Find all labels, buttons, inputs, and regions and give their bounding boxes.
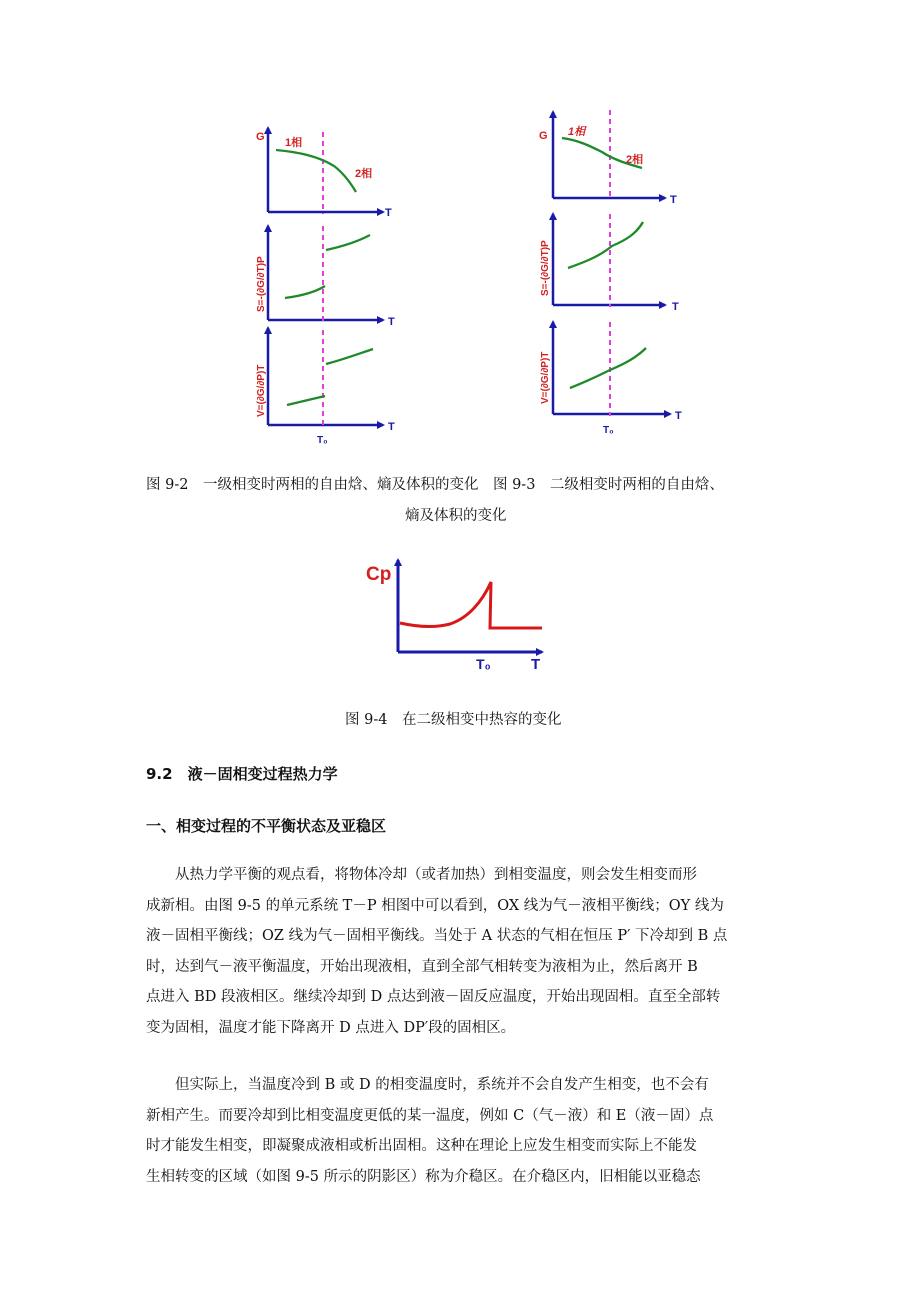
text-line: 点进入 BD 段液相区。继续冷却到 D 点达到液－固反应温度，开始出现固相。直至全部转 — [146, 989, 721, 1005]
s-curve-phase-2 — [326, 235, 370, 250]
section-subtitle: 一、相变过程的不平衡状态及亚稳区 — [146, 817, 387, 835]
paragraph-2 — [146, 1070, 786, 1192]
v-curve-phase-2 — [326, 349, 373, 364]
label-phase-2: 2相 — [626, 154, 644, 166]
ylabel-g: G — [539, 130, 548, 142]
label-phase-1: 1相 — [568, 126, 586, 138]
caption-fig-9-4: 图 9-4 在二级相变中热容的变化 — [345, 712, 562, 728]
ylabel-v: V=(∂G/∂P)T — [256, 364, 267, 417]
figure-9-2 — [256, 128, 395, 446]
text-line: 液－固相平衡线；OZ 线为气－固相平衡线。当处于 A 状态的气相在恒压 P′ 下冷却到 B 点 — [146, 928, 728, 944]
g-curve — [276, 150, 356, 192]
caption-fig-9-2-9-3-line1: 图 9-2 一级相变时两相的自由焓、熵及体积的变化 图 9-3 二级相变时两相的自由焓、 — [146, 477, 724, 493]
text-line: 成新相。由图 9-5 的单元系统 T－P 相图中可以看到，OX 线为气－液相平衡线；OY 线为 — [146, 897, 724, 914]
xlabel-t: T — [385, 207, 392, 219]
text-line: 从热力学平衡的观点看，将物体冷却（或者加热）到相变温度，则会发生相变而形 — [146, 867, 697, 883]
paragraph-1 — [146, 860, 786, 1043]
fig-9-3-panel-s — [540, 214, 679, 313]
text-line: 变为固相，温度才能下降离开 D 点进入 DP′段的固相区。 — [146, 1019, 516, 1036]
fig-9-2-panel-v — [256, 328, 395, 446]
figure-9-3 — [539, 110, 682, 436]
xlabel-t: T — [531, 656, 541, 673]
fig-9-2-panel-g — [256, 128, 392, 219]
ylabel-s: S=-(∂G/∂T)P — [540, 240, 551, 296]
xlabel-t: T — [675, 410, 682, 422]
label-phase-1: 1相 — [285, 137, 303, 149]
ylabel-g: G — [256, 131, 265, 143]
fig-9-3-panel-g — [539, 110, 677, 206]
figure-9-4 — [366, 560, 542, 673]
xlabel-t: T — [388, 316, 395, 328]
tick-t0: T₀ — [603, 425, 614, 436]
v-curve-phase-1 — [287, 396, 325, 405]
ylabel-v: V=(∂G/∂P)T — [540, 351, 551, 404]
fig-9-3-panel-v — [540, 322, 682, 436]
ylabel-cp: Cp — [366, 564, 392, 585]
s-curve-phase-1 — [285, 286, 325, 298]
ylabel-s: S=-(∂G/∂T)P — [256, 256, 267, 312]
text-line: 生相转变的区域（如图 9-5 所示的阴影区）称为介稳区。在介稳区内，旧相能以亚稳态 — [146, 1168, 701, 1185]
caption-fig-9-2-9-3-line2: 熵及体积的变化 — [405, 508, 507, 524]
s-curve — [568, 222, 643, 268]
text-line: 新相产生。而要冷却到比相变温度更低的某一温度，例如 C（气－液）和 E（液－固）点 — [146, 1107, 714, 1124]
xlabel-t: T — [388, 421, 395, 433]
text-line: 时，达到气－液平衡温度，开始出现液相，直到全部气相转变为液相为止，然后离开 B — [146, 958, 698, 975]
text-line: 时才能发生相变，即凝聚成液相或析出固相。这种在理论上应发生相变而实际上不能发 — [146, 1138, 697, 1154]
tick-t0: T₀ — [317, 435, 328, 446]
tick-t0: T₀ — [476, 656, 491, 672]
v-curve — [570, 348, 646, 388]
fig-9-2-panel-s — [256, 226, 395, 328]
label-phase-2: 2相 — [355, 168, 373, 180]
xlabel-t: T — [672, 301, 679, 313]
section-title: 9.2 液－固相变过程热力学 — [146, 765, 338, 783]
cp-curve — [400, 582, 542, 628]
text-line: 但实际上，当温度冷到 B 或 D 的相变温度时，系统并不会自发产生相变，也不会有 — [146, 1077, 709, 1093]
xlabel-t: T — [670, 194, 677, 206]
